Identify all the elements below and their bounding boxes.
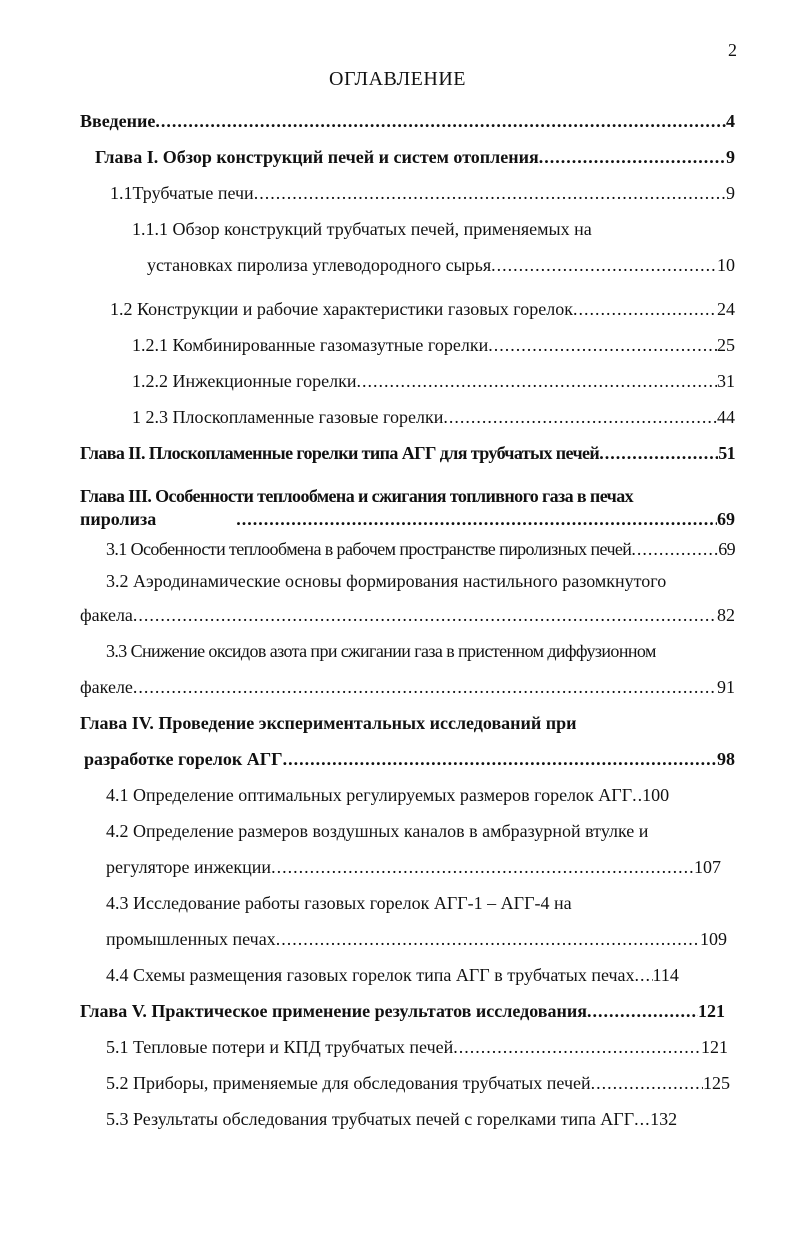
toc-entry-1-2-1: [132, 334, 735, 356]
toc-entry-text: промышленных печах: [106, 929, 276, 949]
toc-entry-text: Глава II. Плоскопламенные горелки типа АГГ для трубчатых печей: [80, 443, 600, 463]
toc-entry-4-3-line1: 4.3 Исследование работы газовых горелок АГГ-1 – АГГ-4 на: [106, 893, 572, 913]
toc-entry-page: 91: [717, 677, 735, 697]
toc-entry-chapter-4-line2: [84, 748, 735, 770]
toc-entry-page: 121: [698, 1001, 725, 1021]
toc-entry-page: 25: [717, 335, 735, 355]
toc-entry-page: 31: [717, 371, 735, 391]
toc-entry-page: 121: [701, 1037, 728, 1057]
toc-entry-3-2-line2: [80, 604, 735, 626]
toc-entry-1-2: [110, 298, 735, 320]
toc-entry-text: 1.2 Конструкции и рабочие характеристики газовых горелок: [110, 299, 573, 319]
toc-entry-intro: [80, 110, 735, 132]
toc-entry-3-1: [106, 538, 735, 560]
toc-entry-5-3: [106, 1108, 734, 1130]
toc-entry-text: 1.1Трубчатые печи: [110, 183, 254, 203]
toc-entry-4-2-line1: 4.2 Определение размеров воздушных каналов в амбразурной втулке и: [106, 821, 649, 841]
toc-entry-1-2-3: [132, 406, 735, 428]
toc-entry-page: 107: [694, 857, 721, 877]
toc-entry-page: 24: [717, 299, 735, 319]
toc-entry-page: 109: [700, 929, 727, 949]
toc-entry-text: Глава V. Практическое применение результатов исследования: [80, 1001, 587, 1021]
toc-entry-1-1: [110, 182, 735, 204]
toc-entry-1-2-2: [132, 370, 735, 392]
toc-entry-page: 125: [703, 1073, 730, 1093]
toc-entry-chapter-4-line1: Глава IV. Проведение экспериментальных исследований при: [80, 713, 577, 733]
toc-entry-text: Введение: [80, 111, 156, 131]
toc-entry-page: 69: [718, 539, 735, 559]
toc-entry-text: установках пиролиза углеводородного сырья: [147, 255, 492, 275]
toc-entry-chapter-3-line2: [80, 508, 735, 530]
toc-entry-page: 98: [717, 749, 735, 769]
toc-entry-3-2-line1: 3.2 Аэродинамические основы формирования настильного разомкнутого: [106, 571, 667, 591]
toc-entry-4-1: [106, 784, 720, 806]
page-title: ОГЛАВЛЕНИЕ: [329, 68, 466, 90]
toc-entry-1-1-1-line2: [147, 254, 735, 276]
toc-entry-page: 51: [718, 443, 735, 463]
toc-entry-4-3-line2: [106, 928, 727, 950]
toc-entry-page: 10: [717, 255, 735, 275]
toc-entry-text: 5.3 Результаты обследования трубчатых печей с горелками типа АГГ: [106, 1109, 635, 1129]
toc-entry-text: регуляторе инжекции: [106, 857, 272, 877]
toc-entry-page: 100: [642, 785, 670, 805]
toc-entry-4-2-line2: [106, 856, 721, 878]
toc-entry-text: 4.4 Схемы размещения газовых горелок типа АГГ в трубчатых печах: [106, 965, 635, 985]
toc-entry-text: факела: [80, 605, 133, 625]
toc-entry-page: 9: [726, 147, 735, 167]
toc-entry-text: 3.1 Особенности теплообмена в рабочем пространстве пиролизных печей: [106, 539, 632, 559]
toc-entry-3-3-line2: [80, 676, 735, 698]
toc-entry-5-1: [106, 1036, 728, 1058]
toc-entry-chapter-5: [80, 1000, 725, 1022]
toc-entry-page: 114: [652, 965, 679, 985]
toc-entry-page: 82: [717, 605, 735, 625]
toc-entry-text: 1.2.1 Комбинированные газомазутные горелки: [132, 335, 489, 355]
toc-entry-text: Глава I. Обзор конструкций печей и систем отопления: [95, 147, 539, 167]
toc-entry-text: 5.1 Тепловые потери и КПД трубчатых печей: [106, 1037, 454, 1057]
toc-entry-page: 69: [717, 509, 735, 529]
toc-entry-5-2: [106, 1072, 730, 1094]
toc-entry-page: 132: [650, 1109, 678, 1129]
toc-entry-page: 4: [726, 111, 735, 131]
toc-entry-text: пиролиза: [80, 509, 157, 529]
toc-entry-text: разработке горелок АГГ: [84, 749, 283, 769]
toc-entry-text: факеле: [80, 677, 133, 697]
toc-entry-page: 44: [717, 407, 735, 427]
toc-entry-page: 9: [726, 183, 735, 203]
toc-entry-chapter-3-line1: Глава III. Особенности теплообмена и сжигания топливного газа в печах: [80, 486, 633, 506]
page-number: 2: [728, 40, 737, 60]
toc-entry-1-1-1-line1: 1.1.1 Обзор конструкций трубчатых печей, применяемых на: [132, 219, 592, 239]
toc-entry-chapter-2: [80, 442, 735, 464]
toc-entry-3-3-line1: 3.3 Снижение оксидов азота при сжигании газа в пристенном диффузионном: [106, 641, 656, 661]
toc-entry-text: 4.1 Определение оптимальных регулируемых размеров горелок АГГ: [106, 785, 633, 805]
toc-entry-chapter-1: [95, 146, 735, 168]
toc-entry-4-4: [106, 964, 727, 986]
toc-entry-text: 1 2.3 Плоскопламенные газовые горелки: [132, 407, 444, 427]
toc-entry-text: 1.2.2 Инжекционные горелки: [132, 371, 357, 391]
toc-entry-text: 5.2 Приборы, применяемые для обследования трубчатых печей: [106, 1073, 591, 1093]
